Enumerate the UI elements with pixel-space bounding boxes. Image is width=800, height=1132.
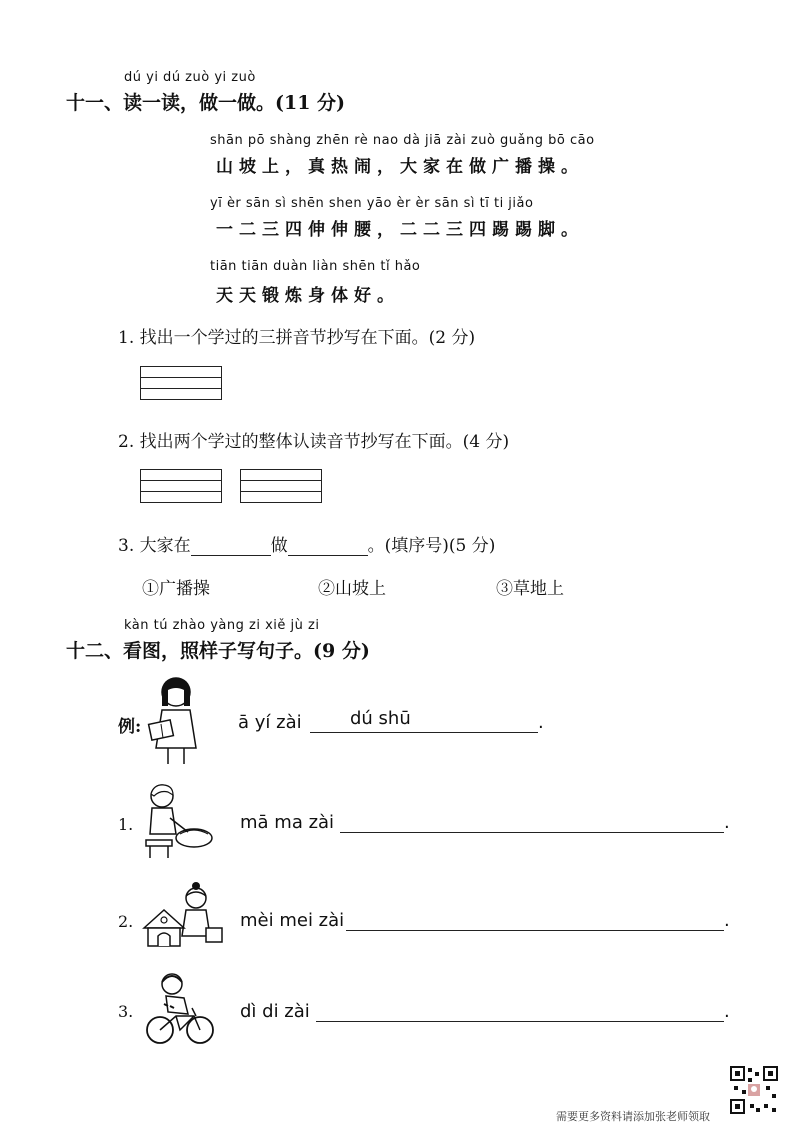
- section12-title-pinyin: kàn tú zhào yàng zi xiě jù zi: [124, 618, 320, 633]
- poem-line1-text: 山坡上，真热闹，大家在做广播操。: [216, 157, 584, 177]
- example-period: .: [538, 712, 544, 733]
- option-1: ①广播操: [142, 579, 210, 599]
- q3-middle: 做: [270, 536, 288, 556]
- example-label: 例:: [118, 717, 142, 737]
- poem-line2-pinyin: yī èr sān sì shēn shen yāo èr èr sān sì tī ti jiǎo: [210, 196, 534, 211]
- reading-woman-picture: [146, 676, 206, 766]
- item3-answer-line[interactable]: [316, 1003, 724, 1022]
- item1-period: .: [724, 812, 730, 833]
- sister-blocks-picture: [140, 880, 230, 952]
- poem-line3-text: 天天锻炼身体好。: [216, 286, 400, 306]
- question-2: 2. 找出两个学过的整体认读音节抄写在下面。(4 分): [118, 432, 510, 452]
- writing-box[interactable]: [140, 469, 222, 503]
- item2-period: .: [724, 910, 730, 931]
- brother-bicycle-picture: [144, 970, 216, 1046]
- question-1: 1. 找出一个学过的三拼音节抄写在下面。(2 分): [118, 328, 476, 348]
- example-answer-line: [310, 714, 538, 733]
- option-3: ③草地上: [496, 579, 564, 599]
- poem-line3-pinyin: tiān tiān duàn liàn shēn tǐ hǎo: [210, 259, 421, 274]
- q3-prefix: 3. 大家在: [118, 536, 191, 556]
- q3-blank-2[interactable]: [288, 537, 368, 556]
- poem-line1-pinyin: shān pō shàng zhēn rè nao dà jiā zài zuò guǎng bō cāo: [210, 133, 595, 148]
- section11-title: 十一、读一读，做一做。(11 分): [66, 92, 346, 114]
- writing-box[interactable]: [240, 469, 322, 503]
- item1-answer-line[interactable]: [340, 814, 724, 833]
- section12-title: 十二、看图，照样子写句子。(9 分): [66, 640, 370, 662]
- example-prompt: ā yí zài: [238, 712, 302, 733]
- item3-number: 3.: [118, 1002, 134, 1021]
- writing-box[interactable]: [140, 366, 222, 400]
- item1-number: 1.: [118, 815, 134, 834]
- question-3: [118, 531, 495, 556]
- qr-code-icon: [730, 1066, 778, 1114]
- poem-line2-text: 一二三四伸伸腰，二二三四踢踢脚。: [216, 220, 584, 240]
- mother-washing-picture: [140, 782, 214, 862]
- item2-prompt: mèi mei zài: [240, 910, 345, 931]
- q1-writing-boxes: [140, 366, 222, 400]
- q3-blank-1[interactable]: [191, 537, 271, 556]
- item2-number: 2.: [118, 912, 134, 931]
- option-2: ②山坡上: [318, 579, 386, 599]
- q3-suffix: 。(填序号)(5 分): [367, 536, 496, 556]
- q2-writing-boxes: [140, 469, 322, 503]
- item1-prompt: mā ma zài: [240, 812, 335, 833]
- footer-note: 需要更多资料请添加张老师领取: [556, 1110, 710, 1123]
- item2-answer-line[interactable]: [346, 912, 724, 931]
- section11-title-pinyin: dú yi dú zuò yi zuò: [124, 70, 256, 85]
- item3-prompt: dì di zài: [240, 1001, 310, 1022]
- item3-period: .: [724, 1001, 730, 1022]
- example-answer: dú shū: [350, 708, 411, 729]
